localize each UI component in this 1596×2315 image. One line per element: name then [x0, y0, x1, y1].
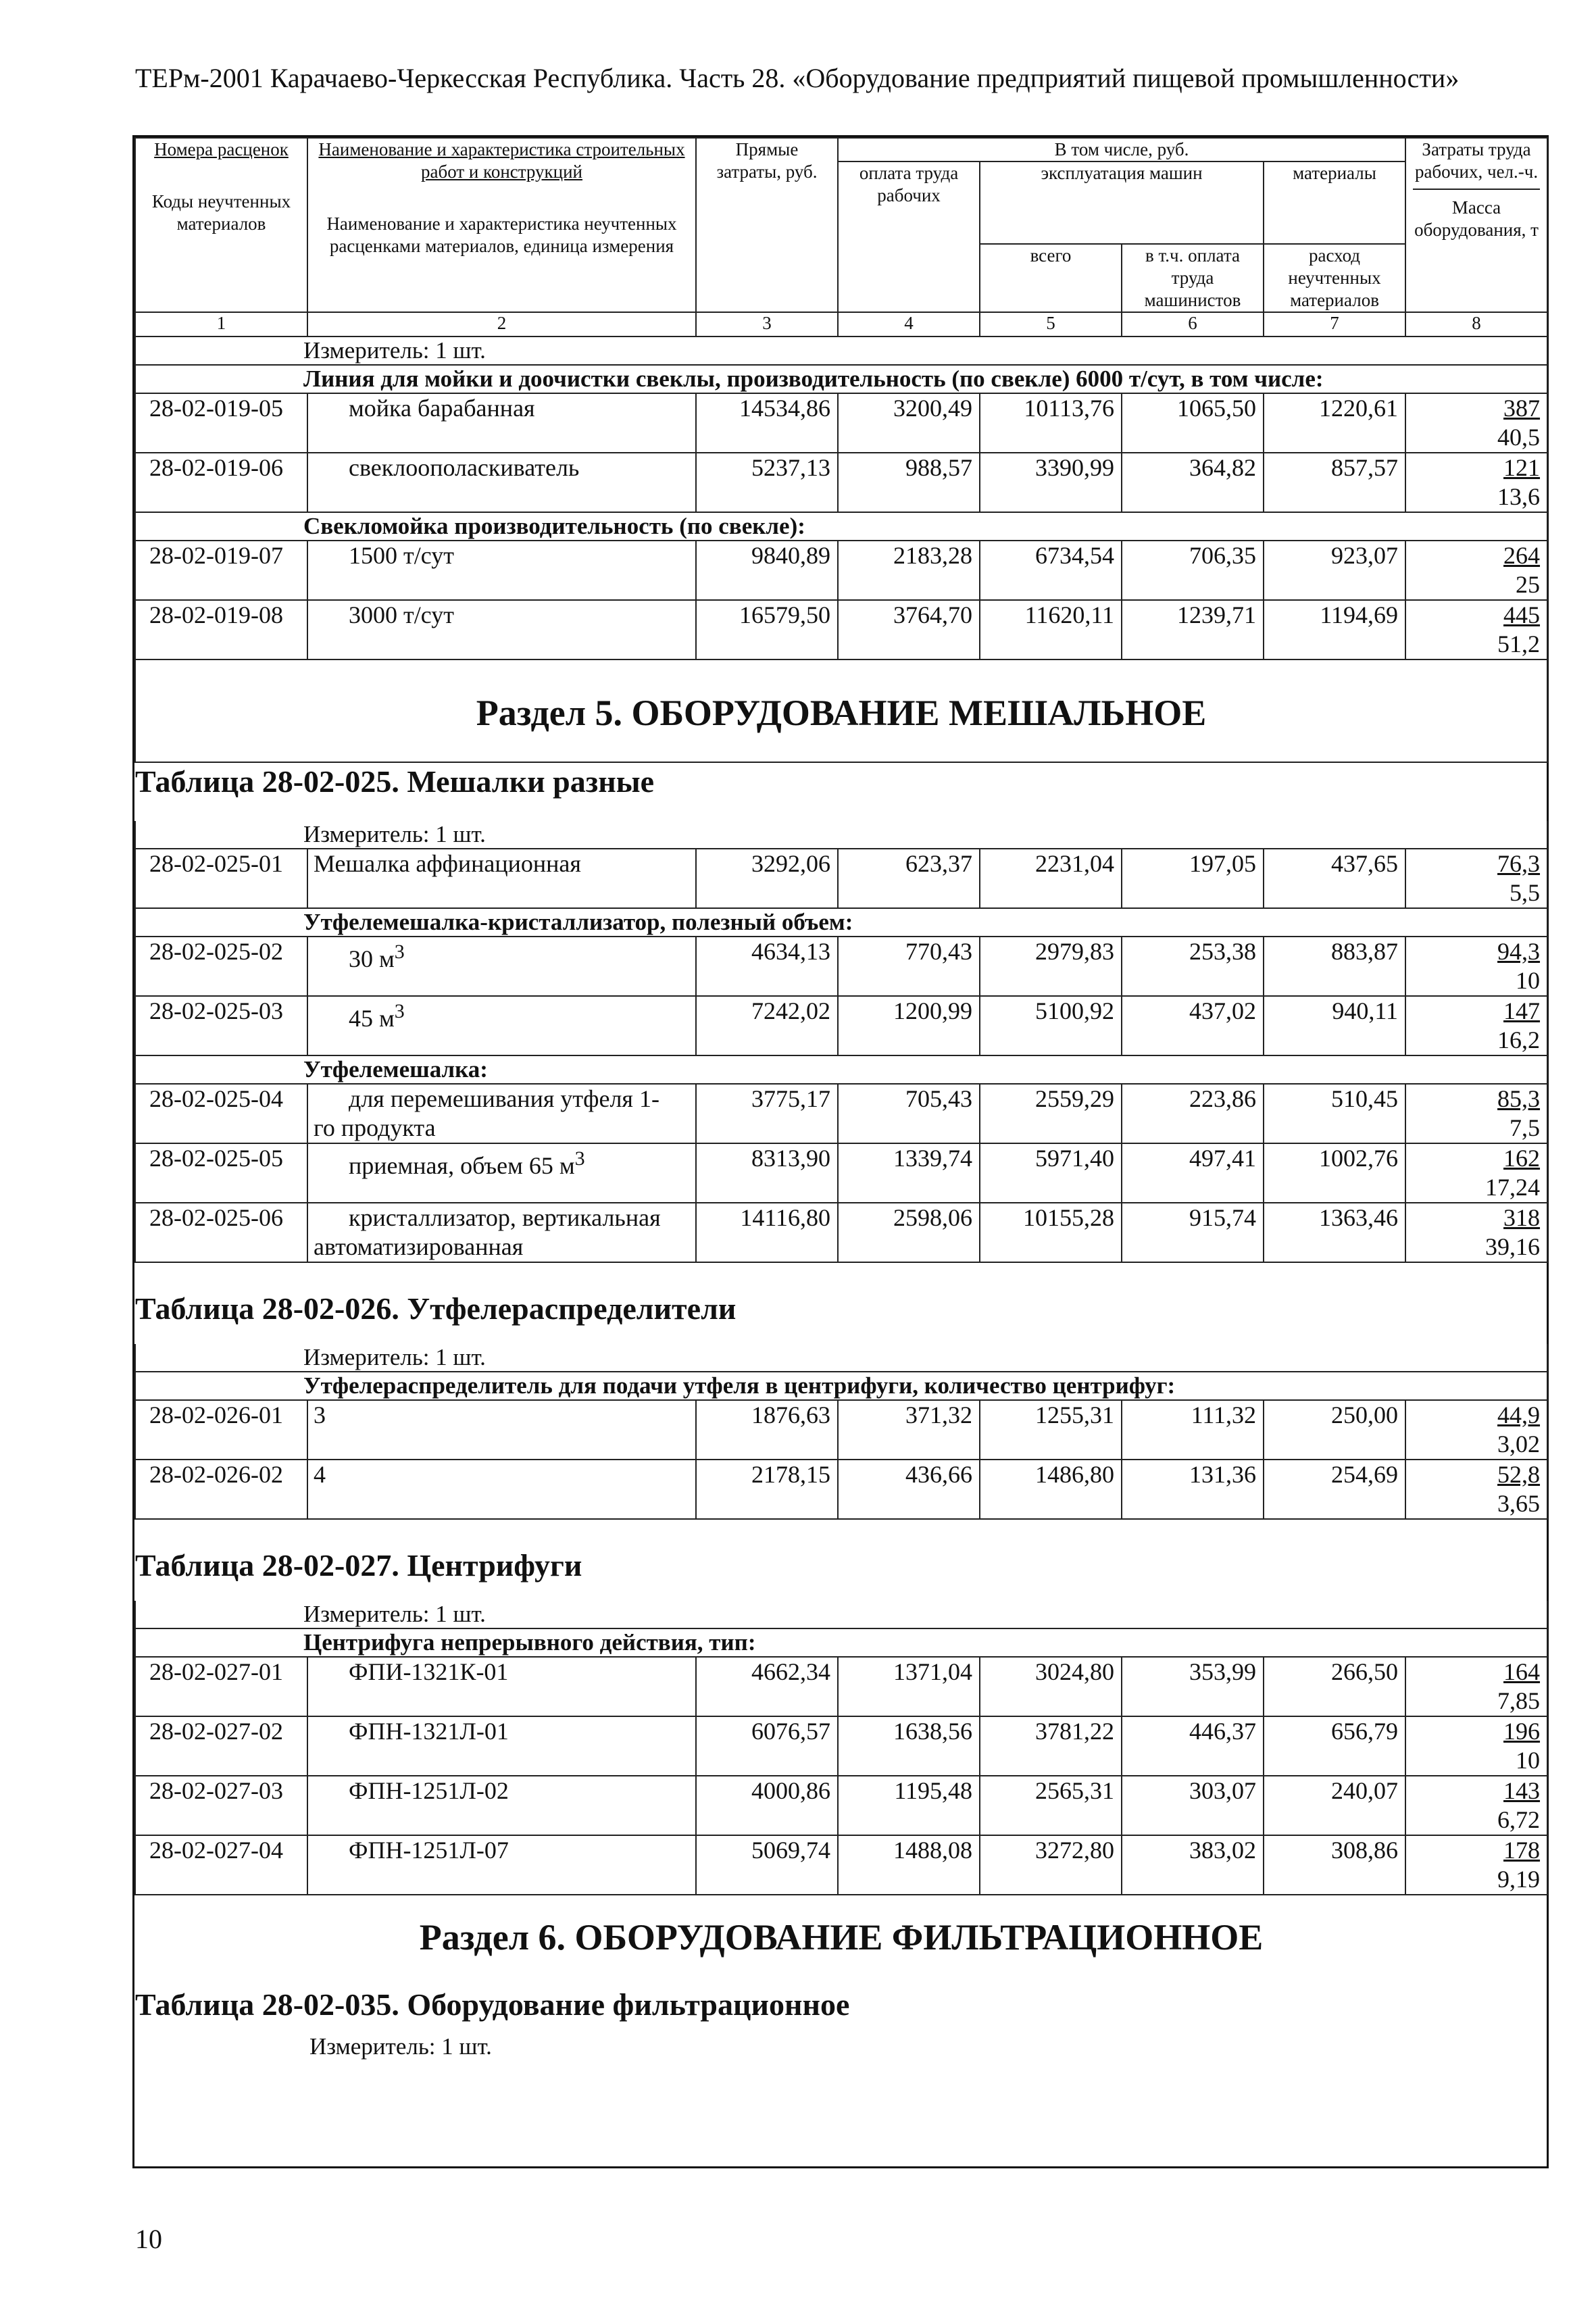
col-direct-header: Прямые затраты, руб. — [696, 138, 838, 312]
table-row: 28-02-025-01 Мешалка аффинационная 3292,06 623,37 2231,04 197,05 437,65 76,3 5,5 — [135, 849, 1547, 908]
col-group-header: В том числе, руб. — [838, 138, 1405, 161]
group-title: Свекломойка производительность (по свекле): — [135, 512, 1547, 541]
table-025-title: Таблица 28-02-025. Мешалки разные — [135, 764, 655, 799]
section-6-title: Раздел 6. ОБОРУДОВАНИЕ ФИЛЬТРАЦИОННОЕ — [419, 1917, 1264, 1958]
table-row: 28-02-026-02 4 2178,15 436,66 1486,80 131,36 254,69 52,8 3,65 — [135, 1460, 1547, 1519]
col-name-header: Наименование и характеристика строительных работ и конструкций Наименование и характеристика неучтенных расценками материалов, единица измерения — [307, 138, 696, 312]
table-row: 28-02-025-05 приемная, объем 65 $м^3$ 8313,90 1339,74 5971,40 497,41 1002,76 162 17,24 — [135, 1143, 1547, 1203]
table-row: 28-02-027-04 ФПН-1251Л-07 5069,74 1488,08 3272,80 383,02 308,86 178 9,19 — [135, 1835, 1547, 1895]
table-row: 28-02-027-02 ФПН-1321Л-01 6076,57 1638,56 3781,22 446,37 656,79 196 10 — [135, 1716, 1547, 1776]
table-row: 28-02-027-01 ФПИ-1321К-01 4662,34 1371,04 3024,80 353,99 266,50 164 7,85 — [135, 1657, 1547, 1716]
table-row: 28-02-019-07 1500 т/сут 9840,89 2183,28 6734,54 706,35 923,07 264 25 — [135, 541, 1547, 600]
group-title: Линия для мойки и доочистки свеклы, производительность (по свекле) 6000 т/сут, в том числе: — [135, 365, 1547, 393]
group-title: Центрифуга непрерывного действия, тип: — [135, 1628, 1547, 1657]
col-materials-header: материалы — [1264, 161, 1405, 244]
table-row: 28-02-019-08 3000 т/сут 16579,50 3764,70 11620,11 1239,71 1194,69 445 51,2 — [135, 600, 1547, 659]
meter-label: Измеритель: 1 шт. — [309, 2033, 492, 2060]
col-exploitation-header: эксплуатация машин — [980, 161, 1264, 244]
table-row: 28-02-019-05 мойка барабанная 14534,86 3200,49 10113,76 1065,50 1220,61 387 40,5 — [135, 393, 1547, 453]
group-title: Утфелемешалка-кристаллизатор, полезный объем: — [135, 908, 1547, 937]
table-row: 28-02-019-06 свеклоополаскиватель 5237,13 988,57 3390,99 364,82 857,57 121 13,6 — [135, 453, 1547, 512]
table-row: 28-02-025-02 30 $м^3$ 4634,13 770,43 2979,83 253,38 883,87 94,3 10 — [135, 937, 1547, 996]
col-machine-total-header: всего — [980, 244, 1122, 312]
meter-label: Измеритель: 1 шт. — [135, 337, 1547, 365]
page-number: 10 — [135, 2224, 162, 2254]
column-numbers-row: 1 2 3 4 5 6 7 8 — [135, 312, 1547, 337]
table-row: 28-02-025-06 кристаллизатор, вертикальная автоматизированная 14116,80 2598,06 10155,28 915,74 1363,46 318 39,16 — [135, 1203, 1547, 1262]
table-row: 28-02-025-04 для перемешивания утфеля 1- го продукта 3775,17 705,43 2559,29 223,86 510,45 85,3 7,5 — [135, 1084, 1547, 1143]
col-code-header: Номера расценок Коды неучтенных материалов — [135, 138, 307, 312]
rates-table — [134, 137, 1548, 2060]
col-machine-labor-header: в т.ч. оплата труда машинистов — [1122, 244, 1264, 312]
table-row: 28-02-025-03 45 $м^3$ 7242,02 1200,99 5100,92 437,02 940,11 147 16,2 — [135, 996, 1547, 1055]
document-header: ТЕРм-2001 Карачаево-Черкесская Республика. Часть 28. «Оборудование предприятий пищевой промышленности» — [135, 63, 1460, 93]
column-header — [135, 138, 1547, 161]
table-row: 28-02-026-01 3 1876,63 371,32 1255,31 111,32 250,00 44,9 3,02 — [135, 1400, 1547, 1460]
table-035-title: Таблица 28-02-035. Оборудование фильтрационное — [135, 1987, 850, 2022]
table-027-title: Таблица 28-02-027. Центрифуги — [135, 1548, 582, 1583]
meter-label: Измеритель: 1 шт. — [135, 1601, 1547, 1628]
col-labor-hours-header: Затраты труда рабочих, чел.-ч. Масса оборудования, т — [1405, 138, 1547, 312]
table-026-title: Таблица 28-02-026. Утфелераспределители — [135, 1291, 737, 1326]
col-labor-header: оплата труда рабочих — [838, 161, 980, 312]
meter-label: Измеритель: 1 шт. — [135, 1344, 1547, 1372]
table-row: 28-02-027-03 ФПН-1251Л-02 4000,86 1195,48 2565,31 303,07 240,07 143 6,72 — [135, 1776, 1547, 1835]
rates-table-frame — [132, 135, 1549, 2168]
group-title: Утфелемешалка: — [135, 1055, 1547, 1084]
section-5-title: Раздел 5. ОБОРУДОВАНИЕ МЕШАЛЬНОЕ — [476, 693, 1207, 733]
meter-label: Измеритель: 1 шт. — [135, 821, 1547, 849]
group-title: Утфелераспределитель для подачи утфеля в центрифуги, количество центрифуг: — [135, 1372, 1547, 1400]
col-material-usage-header: расход неучтенных материалов — [1264, 244, 1405, 312]
